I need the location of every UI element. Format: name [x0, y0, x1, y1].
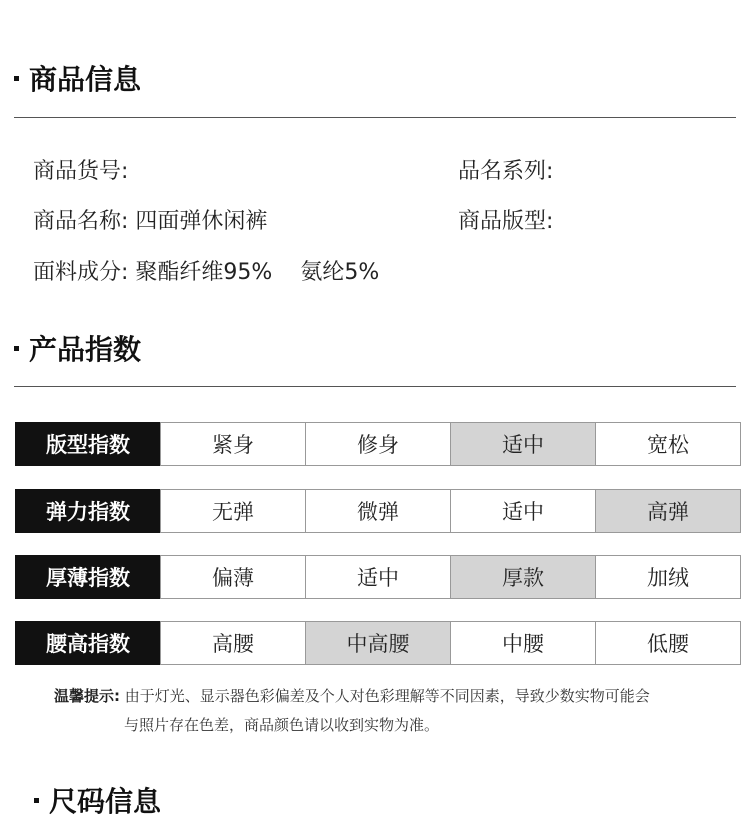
index-option: 无弹 — [160, 489, 306, 533]
section-title-text: 尺码信息 — [49, 785, 162, 818]
index-row — [15, 555, 745, 599]
product-series-field — [458, 154, 553, 185]
index-option: 加绒 — [595, 555, 741, 599]
product-name-field — [33, 204, 267, 235]
product-name-value: 四面弹休闲裤 — [135, 209, 268, 234]
index-option: 适中 — [305, 555, 451, 599]
section-title-product-info — [14, 58, 141, 98]
product-fit-label: 商品版型: — [458, 209, 554, 234]
index-option-selected: 高弹 — [595, 489, 741, 533]
bullet-icon — [14, 346, 19, 351]
index-row — [15, 621, 745, 665]
fabric-label: 面料成分: — [33, 260, 129, 285]
index-row-label: 厚薄指数 — [15, 555, 161, 599]
section-title-text: 产品指数 — [29, 333, 142, 366]
index-option: 低腰 — [595, 621, 741, 665]
section-title-indices — [14, 328, 141, 368]
index-row — [15, 422, 745, 466]
notice-text-2: 与照片存在色差，商品颜色请以收到实物为准。 — [124, 716, 440, 734]
index-row — [15, 489, 745, 533]
product-code-label: 商品货号: — [33, 159, 129, 184]
index-option: 微弹 — [305, 489, 451, 533]
bullet-icon — [34, 798, 39, 803]
index-option: 宽松 — [595, 422, 741, 466]
index-row-label: 弹力指数 — [15, 489, 161, 533]
section-title-text: 商品信息 — [29, 63, 142, 96]
product-name-label: 商品名称: — [33, 209, 129, 234]
index-row-label: 腰高指数 — [15, 621, 161, 665]
product-code-field — [33, 154, 128, 185]
fabric-value-2: 氨纶5% — [300, 260, 380, 285]
divider — [14, 117, 736, 118]
fabric-value: 聚酯纤维95% — [135, 260, 273, 285]
notice-text-1: 由于灯光、显示器色彩偏差及个人对色彩理解等不同因素，导致少数实物可能会 — [124, 687, 650, 705]
divider — [14, 386, 736, 387]
product-fit-field — [458, 204, 553, 235]
notice-bold: 温馨提示: — [54, 687, 120, 705]
index-option-selected: 中高腰 — [305, 621, 451, 665]
index-option: 中腰 — [450, 621, 596, 665]
index-option: 高腰 — [160, 621, 306, 665]
fabric-field — [33, 255, 379, 286]
index-option: 修身 — [305, 422, 451, 466]
section-title-size-info — [34, 780, 161, 820]
index-row-label: 版型指数 — [15, 422, 161, 466]
bullet-icon — [14, 76, 19, 81]
notice-line-2 — [124, 714, 439, 735]
index-option: 适中 — [450, 489, 596, 533]
product-series-label: 品名系列: — [458, 159, 554, 184]
index-option-selected: 厚款 — [450, 555, 596, 599]
index-option-selected: 适中 — [450, 422, 596, 466]
index-option: 偏薄 — [160, 555, 306, 599]
notice-line-1 — [54, 685, 650, 706]
index-option: 紧身 — [160, 422, 306, 466]
